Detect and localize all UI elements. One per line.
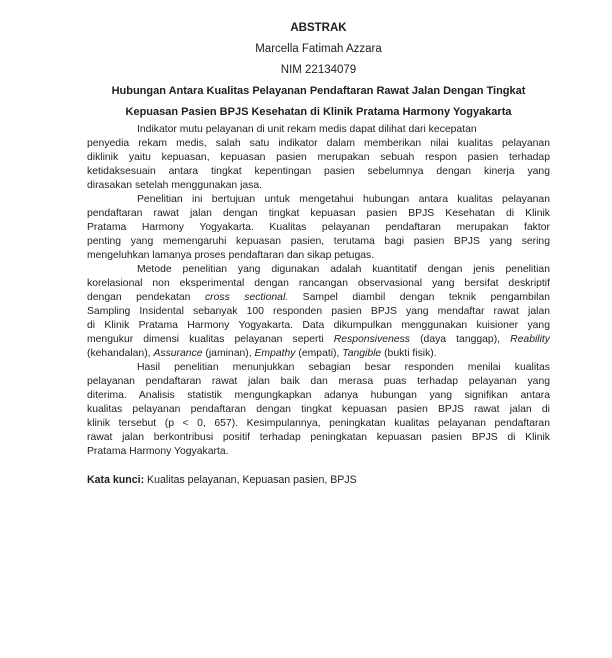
keywords-label: Kata kunci: bbox=[87, 474, 145, 486]
paragraph-line bbox=[87, 291, 550, 305]
body-text-segment: diterima. Analisis statistik mengungkapkan adanya hubungan yang signifikan antara bbox=[87, 390, 550, 401]
body-text-segment: Hasil penelitian menunjukkan sebagian besar responden menilai kualitas bbox=[137, 362, 550, 373]
body-text-segment: Pratama Harmony Yogyakarta. bbox=[87, 446, 229, 457]
paragraph-line bbox=[87, 179, 550, 193]
paragraph bbox=[87, 123, 550, 193]
italic-term: Responsiveness bbox=[333, 334, 411, 345]
body-text-segment: penyedia rekam medis, salah satu indikator dalam memberikan nilai kualitas pelayanan bbox=[87, 138, 550, 149]
italic-term: Reability bbox=[510, 334, 550, 345]
body-text-segment: dengan pendekatan bbox=[87, 292, 205, 303]
body-text-segment: (kehandalan), bbox=[87, 348, 154, 359]
keywords-line bbox=[87, 473, 550, 487]
paragraph-line bbox=[87, 375, 550, 389]
italic-term: cross sectional. bbox=[204, 292, 289, 303]
body-text-segment: Penelitian ini bertujuan untuk mengetahui hubungan antara kualitas pelayanan bbox=[137, 194, 550, 205]
italic-term: Tangible bbox=[342, 348, 382, 359]
body-text-segment: Metode penelitian yang digunakan adalah kuantitatif dengan jenis penelitian bbox=[137, 264, 550, 275]
body-text-segment: kualitas pelayanan pendaftaran dengan tingkat kepuasan pasien BPJS rawat jalan di bbox=[87, 404, 550, 415]
page-title: ABSTRAK bbox=[290, 22, 347, 34]
body-text-segment: penting yang memengaruhi kepuasan pasien, terutama bagi pasien BPJS yang sering bbox=[87, 236, 550, 247]
keywords-value: Kualitas pelayanan, Kepuasan pasien, BPJS bbox=[144, 474, 357, 486]
body-text-segment: klinik tersebut (p < 0, 657). Kesimpulannya, peningkatan kualitas pelayanan pendaftaran bbox=[87, 418, 550, 429]
paragraph-line bbox=[87, 403, 550, 417]
paragraph-line bbox=[87, 277, 550, 291]
body-text-segment: pendaftaran rawat jalan dengan tingkat kepuasan pasien BPJS Kesehatan di Klinik bbox=[87, 208, 550, 219]
paragraph-line bbox=[87, 333, 550, 347]
paragraph-line bbox=[87, 347, 550, 361]
body-text-segment: (daya tanggap), bbox=[410, 334, 511, 345]
body-text-segment: mengukur dimensi kualitas pelayanan seperti bbox=[87, 334, 334, 345]
body-text-segment: dirasakan setelah menggunakan jasa. bbox=[87, 180, 263, 191]
paragraph bbox=[87, 193, 550, 263]
body-text-segment: mengeluhkan lamanya proses pendaftaran dan sikap petugas. bbox=[87, 250, 375, 261]
body-text-segment: (jaminan), bbox=[202, 348, 255, 359]
paragraph-line bbox=[87, 123, 550, 137]
italic-term: Assurance bbox=[153, 348, 203, 359]
paragraph-line bbox=[87, 193, 550, 207]
abstract-header bbox=[87, 18, 550, 123]
paragraph-line bbox=[87, 263, 550, 277]
paragraph-line bbox=[87, 249, 550, 263]
student-id: NIM 22134079 bbox=[280, 64, 357, 76]
paragraph-line bbox=[87, 417, 550, 431]
abstract-body bbox=[87, 123, 550, 459]
italic-term: Empathy bbox=[254, 348, 296, 359]
paragraph-line bbox=[87, 151, 550, 165]
paragraph-line bbox=[87, 137, 550, 151]
paragraph-line bbox=[87, 221, 550, 235]
paragraph-line bbox=[87, 305, 550, 319]
paragraph-line bbox=[87, 235, 550, 249]
paragraph bbox=[87, 263, 550, 361]
body-text-segment: diklinik yaitu kepuasan, kepuasan pasien merupakan sebuah respon pasien terhadap bbox=[87, 152, 550, 163]
paragraph-line bbox=[87, 165, 550, 179]
paragraph bbox=[87, 361, 550, 459]
body-text-segment: ketidaksesuain antara tingkat kepentingan pasien sebelumnya dengan kinerja yang bbox=[87, 166, 550, 177]
body-text-segment: pelayanan pendaftaran rawat jalan baik dan merasa puas terhadap pelayanan yang bbox=[87, 376, 550, 387]
paragraph-line bbox=[87, 361, 550, 375]
body-text-segment: Sampel diambil dengan teknik pengambilan bbox=[288, 292, 550, 303]
paragraph-line bbox=[87, 207, 550, 221]
body-text-segment: korelasional non eksperimental dengan rancangan observasional yang bersifat deskriptif bbox=[87, 278, 550, 289]
paragraph-line bbox=[87, 319, 550, 333]
body-text-segment: Indikator mutu pelayanan di unit rekam medis dapat dilihat dari kecepatan bbox=[137, 124, 477, 135]
body-text-segment: rawat jalan berkontribusi positif terhadap peningkatan kepuasan pasien BPJS di Klinik bbox=[87, 432, 550, 443]
body-text-segment: di Klinik Pratama Harmony Yogyakarta. Data dikumpulkan menggunakan kuisioner yang bbox=[87, 320, 550, 331]
body-text-segment: (bukti fisik). bbox=[381, 348, 437, 359]
paragraph-line bbox=[87, 389, 550, 403]
thesis-title-line-2: Kepuasan Pasien BPJS Kesehatan di Klinik Pratama Harmony Yogyakarta bbox=[125, 106, 512, 118]
body-text-segment: Sampling Insidental sebanyak 100 responden pasien BPJS yang mendaftar rawat jalan bbox=[87, 306, 550, 317]
thesis-title-line-1: Hubungan Antara Kualitas Pelayanan Pendaftaran Rawat Jalan Dengan Tingkat bbox=[111, 85, 526, 97]
paragraph-line bbox=[87, 445, 550, 459]
author-name: Marcella Fatimah Azzara bbox=[255, 43, 382, 55]
paragraph-line bbox=[87, 431, 550, 445]
body-text-segment: Pratama Harmony Yogyakarta. Kualitas pelayanan pendaftaran merupakan faktor bbox=[87, 222, 550, 233]
body-text-segment: (empati), bbox=[295, 348, 343, 359]
